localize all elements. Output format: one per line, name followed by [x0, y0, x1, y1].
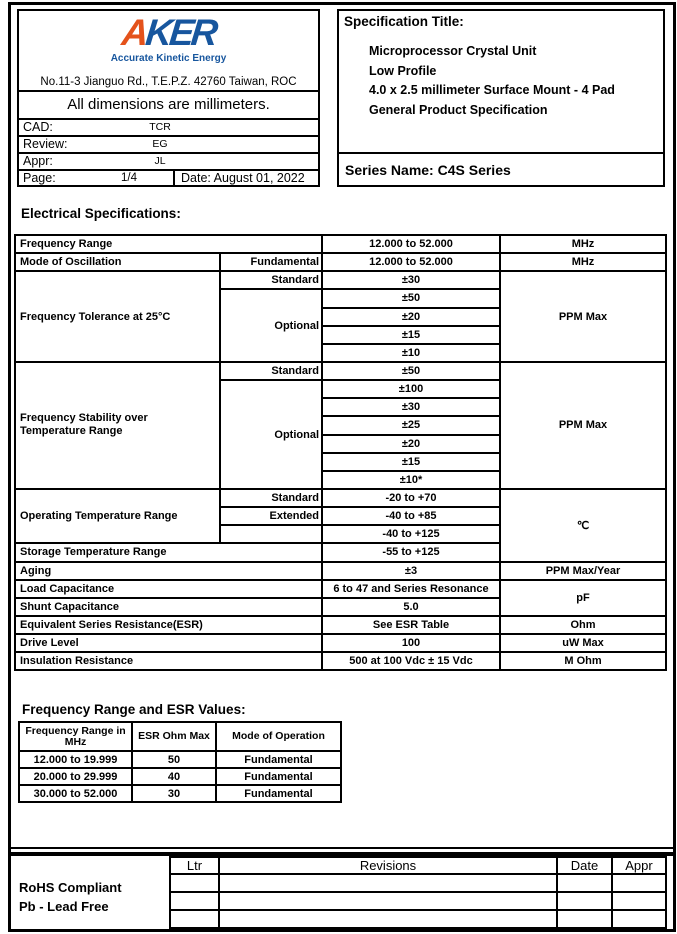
esr-row-ohm: 50	[132, 751, 216, 768]
revision-text-cell	[219, 910, 557, 928]
logo-letters-ker: KER	[143, 12, 218, 53]
revision-appr-cell	[612, 874, 666, 892]
review-value: EG	[152, 138, 168, 150]
esr-table-row	[19, 768, 341, 785]
shunt-capacitance-value: 5.0	[322, 598, 500, 616]
esr-col-header-esr: ESR Ohm Max	[132, 722, 216, 751]
series-name: Series Name: C4S Series	[345, 161, 511, 178]
esr-table-row	[19, 785, 341, 802]
appr-label: Appr:	[23, 154, 53, 168]
esr-row-frequency: 20.000 to 29.999	[19, 768, 132, 785]
revision-appr-cell	[612, 892, 666, 910]
esr-value: See ESR Table	[322, 616, 500, 634]
load-capacitance-label: Load Capacitance	[15, 580, 322, 598]
spec-title-line: General Product Specification	[369, 102, 548, 117]
spec-title-line: Low Profile	[369, 63, 437, 78]
mode-of-oscillation-mode: Fundamental	[220, 253, 322, 271]
revisions-col-header-ltr: Ltr	[170, 857, 219, 874]
date-value: Date: August 01, 2022	[173, 171, 318, 186]
spec-sheet-page	[8, 2, 676, 932]
spec-title-cell	[339, 11, 663, 154]
temperature-unit: ℃	[500, 489, 666, 562]
tolerance-optional-value: ±50	[322, 289, 500, 307]
spec-title-heading: Specification Title:	[344, 14, 464, 29]
tolerance-optional-value: ±15	[322, 326, 500, 344]
esr-row-ohm: 40	[132, 768, 216, 785]
revision-empty-row	[170, 910, 666, 928]
review-row	[19, 135, 318, 152]
spec-title-line: Microprocessor Crystal Unit	[369, 44, 537, 58]
page-date-row	[19, 169, 318, 186]
cad-label: CAD:	[23, 120, 53, 134]
aging-label: Aging	[15, 562, 322, 580]
revision-footer	[11, 856, 669, 929]
revisions-col-header-date: Date	[557, 857, 612, 874]
tolerance-optional-value: ±20	[322, 308, 500, 326]
section-divider-thin-line	[11, 847, 673, 849]
frequency-tolerance-unit: PPM Max	[500, 271, 666, 362]
esr-row-mode: Fundamental	[216, 785, 341, 802]
review-label: Review:	[23, 137, 68, 151]
esr-row-frequency: 12.000 to 19.999	[19, 751, 132, 768]
esr-table-row	[19, 751, 341, 768]
mode-of-oscillation-unit: MHz	[500, 253, 666, 271]
mode-of-oscillation-value: 12.000 to 52.000	[322, 253, 500, 271]
operating-extended-label: Extended	[220, 507, 322, 525]
revision-date-cell	[557, 910, 612, 928]
frequency-stability-unit: PPM Max	[500, 362, 666, 489]
esr-values-heading: Frequency Range and ESR Values:	[22, 702, 246, 717]
page-number: 1/4	[121, 172, 137, 184]
lead-free-text: Pb - Lead Free	[19, 899, 109, 914]
esr-row-mode: Fundamental	[216, 751, 341, 768]
operating-standard-value: -20 to +70	[322, 489, 500, 507]
stability-standard-label: Standard	[220, 362, 322, 380]
aging-unit: PPM Max/Year	[500, 562, 666, 580]
cad-row	[19, 118, 318, 135]
drive-level-label: Drive Level	[15, 634, 322, 652]
revision-appr-cell	[612, 910, 666, 928]
revision-empty-row	[170, 874, 666, 892]
logo-tagline: Accurate Kinetic Energy	[110, 53, 227, 64]
operating-extra-label-empty	[220, 525, 322, 543]
revision-ltr-cell	[170, 874, 219, 892]
operating-standard-label: Standard	[220, 489, 322, 507]
company-address: No.11-3 Jianguo Rd., T.E.P.Z. 42760 Taiwan, ROC	[40, 76, 297, 88]
operating-temperature-label: Operating Temperature Range	[15, 489, 220, 543]
esr-label: Equivalent Series Resistance(ESR)	[15, 616, 322, 634]
esr-row-frequency: 30.000 to 52.000	[19, 785, 132, 802]
stability-standard-value: ±50	[322, 362, 500, 380]
spec-title-line: 4.0 x 2.5 millimeter Surface Mount - 4 Pad	[369, 83, 615, 97]
operating-extra-value: -40 to +125	[322, 525, 500, 543]
revision-ltr-cell	[170, 910, 219, 928]
shunt-capacitance-label: Shunt Capacitance	[15, 598, 322, 616]
esr-row-ohm: 30	[132, 785, 216, 802]
frequency-tolerance-label: Frequency Tolerance at 25°C	[15, 271, 220, 362]
logo-cell	[19, 11, 318, 90]
logo-letter-a: A	[119, 12, 149, 53]
cad-value: TCR	[149, 121, 171, 133]
revision-ltr-cell	[170, 892, 219, 910]
tolerance-optional-value: ±10	[322, 344, 500, 362]
operating-extended-value: -40 to +85	[322, 507, 500, 525]
aging-value: ±3	[322, 562, 500, 580]
storage-temperature-label: Storage Temperature Range	[15, 543, 322, 561]
frequency-stability-label: Frequency Stability over Temperature Range	[15, 362, 220, 489]
mode-of-oscillation-label: Mode of Oscillation	[15, 253, 220, 271]
rohs-compliant-text: RoHS Compliant	[19, 880, 122, 895]
stability-optional-value: ±10*	[322, 471, 500, 489]
load-capacitance-value: 6 to 47 and Series Resonance	[322, 580, 500, 598]
insulation-resistance-value: 500 at 100 Vdc ± 15 Vdc	[322, 652, 500, 670]
appr-row	[19, 152, 318, 169]
stability-optional-label: Optional	[220, 380, 322, 489]
esr-values-table	[18, 721, 342, 803]
revision-date-cell	[557, 874, 612, 892]
esr-row-mode: Fundamental	[216, 768, 341, 785]
stability-optional-value: ±25	[322, 416, 500, 434]
revision-date-cell	[557, 892, 612, 910]
stability-optional-value: ±15	[322, 453, 500, 471]
tolerance-standard-value: ±30	[322, 271, 500, 289]
insulation-resistance-label: Insulation Resistance	[15, 652, 322, 670]
company-info-box	[17, 9, 320, 187]
frequency-range-label: Frequency Range	[15, 235, 322, 253]
rohs-note	[11, 856, 169, 929]
page-label: Page:	[23, 171, 56, 185]
tolerance-optional-label: Optional	[220, 289, 322, 362]
electrical-specifications-table	[14, 234, 667, 671]
revisions-table	[169, 856, 667, 929]
dimensions-note: All dimensions are millimeters.	[19, 90, 318, 118]
spec-title-lines	[369, 42, 663, 120]
insulation-resistance-unit: M Ohm	[500, 652, 666, 670]
revision-text-cell	[219, 874, 557, 892]
drive-level-unit: uW Max	[500, 634, 666, 652]
electrical-specifications-heading: Electrical Specifications:	[21, 206, 181, 221]
spec-title-box	[337, 9, 665, 187]
revision-empty-row	[170, 892, 666, 910]
revision-text-cell	[219, 892, 557, 910]
revisions-col-header-appr: Appr	[612, 857, 666, 874]
appr-value: JL	[154, 155, 166, 167]
tolerance-standard-label: Standard	[220, 271, 322, 289]
stability-optional-value: ±20	[322, 435, 500, 453]
frequency-range-unit: MHz	[500, 235, 666, 253]
storage-temperature-value: -55 to +125	[322, 543, 500, 561]
esr-col-header-frequency: Frequency Range in MHz	[19, 722, 132, 751]
capacitance-unit: pF	[500, 580, 666, 616]
revisions-col-header-revisions: Revisions	[219, 857, 557, 874]
esr-unit: Ohm	[500, 616, 666, 634]
stability-optional-value: ±30	[322, 398, 500, 416]
frequency-range-value: 12.000 to 52.000	[322, 235, 500, 253]
stability-optional-value: ±100	[322, 380, 500, 398]
esr-col-header-mode: Mode of Operation	[216, 722, 341, 751]
aker-logo	[17, 13, 320, 53]
drive-level-value: 100	[322, 634, 500, 652]
